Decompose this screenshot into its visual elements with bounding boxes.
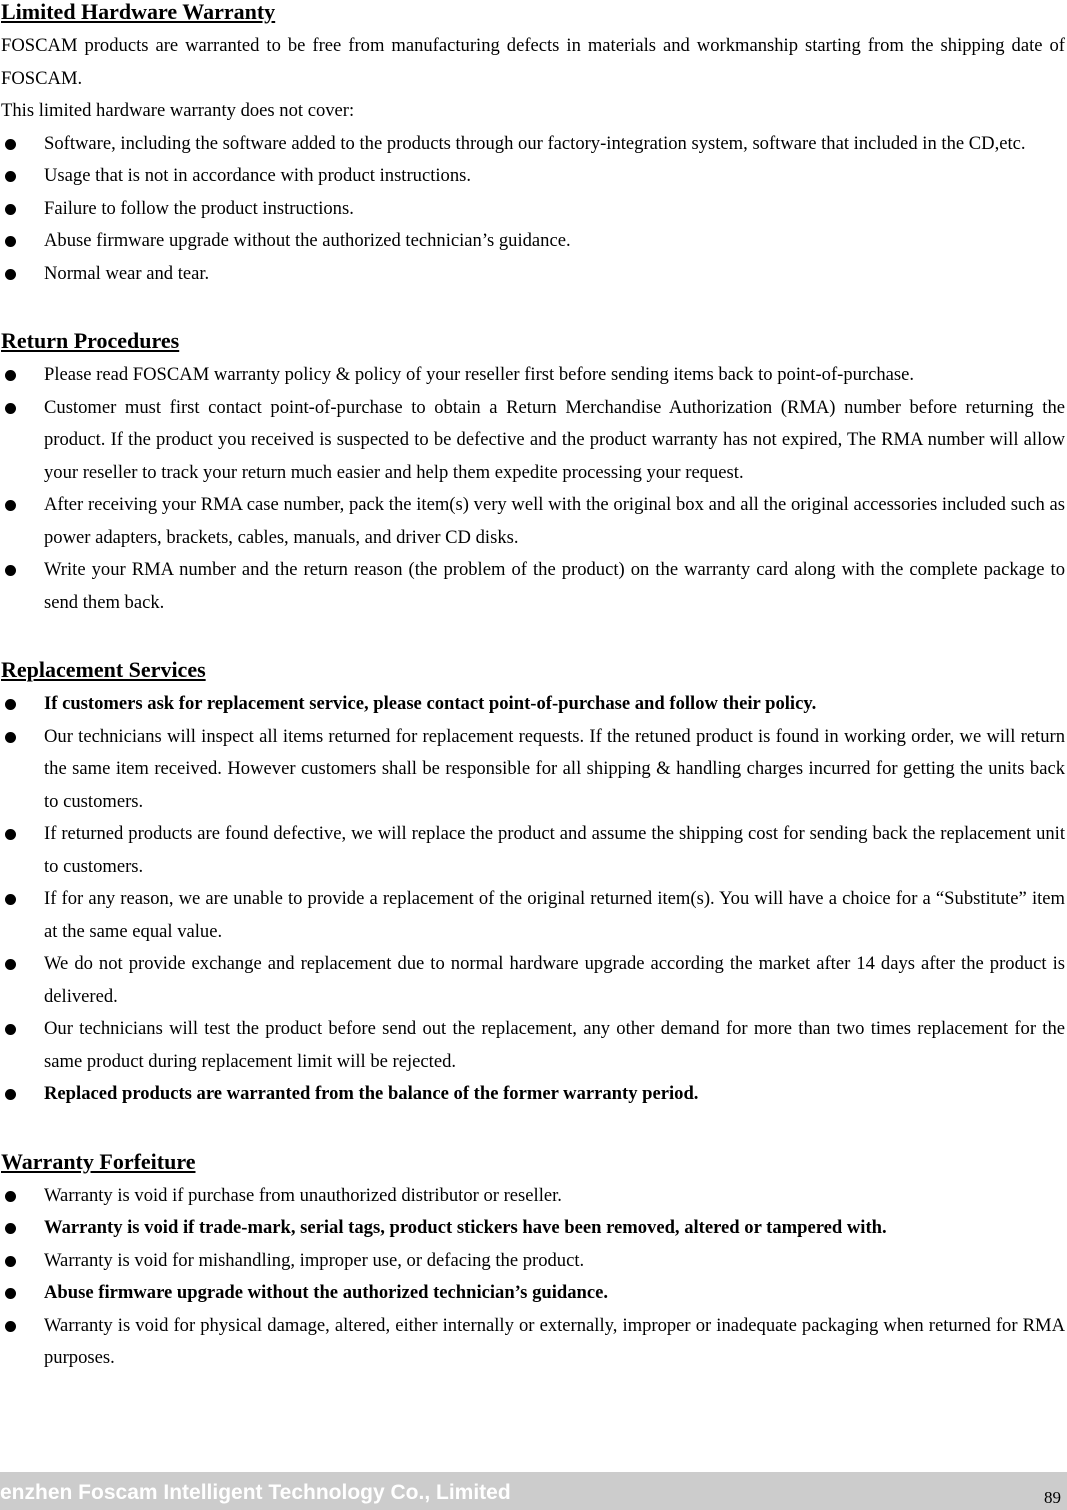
list-item: Usage that is not in accordance with product instructions. bbox=[0, 160, 1067, 193]
section-heading-replacement: Replacement Services bbox=[1, 657, 206, 682]
list-item: Abuse firmware upgrade without the authorized technician’s guidance. bbox=[0, 1277, 1067, 1310]
section-heading-warranty: Limited Hardware Warranty bbox=[1, 0, 276, 24]
warranty-intro: FOSCAM products are warranted to be free from manufacturing defects in materials and workmanship starting from the shipping date of FOSCAM. bbox=[1, 35, 1065, 89]
list-item: Please read FOSCAM warranty policy & policy of your reseller first before sending items back to point-of-purchase. bbox=[0, 359, 1067, 392]
bullet-icon bbox=[5, 236, 16, 247]
bullet-icon bbox=[5, 1191, 16, 1202]
list-item: Write your RMA number and the return reason (the problem of the product) on the warranty card along with the complete package to send them back. bbox=[0, 554, 1067, 619]
bullet-icon bbox=[5, 269, 16, 280]
list-item: If for any reason, we are unable to provide a replacement of the original returned item(s). You will have a choice for a “Substitute” item at the same equal value. bbox=[0, 883, 1067, 948]
bullet-icon bbox=[5, 500, 16, 511]
list-item: Warranty is void for physical damage, altered, either internally or externally, improper or inadequate packaging when returned for RMA purposes. bbox=[0, 1310, 1067, 1375]
list-item: Our technicians will test the product before send out the replacement, any other demand for more than two times replacement for the same product during replacement limit will be rejected. bbox=[0, 1013, 1067, 1078]
list-item: If returned products are found defective, we will replace the product and assume the shipping cost for sending back the replacement unit to customers. bbox=[0, 818, 1067, 883]
bullet-icon bbox=[5, 1321, 16, 1332]
bullet-icon bbox=[5, 829, 16, 840]
bullet-icon bbox=[5, 1223, 16, 1234]
forfeiture-list bbox=[0, 1180, 1067, 1375]
bullet-icon bbox=[5, 1256, 16, 1267]
list-item: Warranty is void for mishandling, improper use, or defacing the product. bbox=[0, 1245, 1067, 1278]
page-number: 89 bbox=[1044, 1488, 1061, 1507]
bullet-icon bbox=[5, 894, 16, 905]
list-item: Warranty is void if trade-mark, serial tags, product stickers have been removed, altered or tampered with. bbox=[0, 1212, 1067, 1245]
list-item: Our technicians will inspect all items returned for replacement requests. If the retuned product is found in working order, we will return the same item received. However customers shall be responsible for all shipping & handling charges incurred for getting the units back to customers. bbox=[0, 721, 1067, 819]
bullet-icon bbox=[5, 204, 16, 215]
list-item: After receiving your RMA case number, pack the item(s) very well with the original box and all the original accessories included such as power adapters, brackets, cables, manuals, and driver CD disks. bbox=[0, 489, 1067, 554]
list-item: We do not provide exchange and replacement due to normal hardware upgrade according the market after 14 days after the product is delivered. bbox=[0, 948, 1067, 1013]
section-heading-forfeiture: Warranty Forfeiture bbox=[1, 1148, 196, 1174]
list-item: Abuse firmware upgrade without the authorized technician’s guidance. bbox=[0, 225, 1067, 258]
list-item: Failure to follow the product instructions. bbox=[0, 193, 1067, 226]
warranty-list bbox=[0, 128, 1067, 291]
footer-company-name: enzhen Foscam Intelligent Technology Co., Limited bbox=[0, 1481, 511, 1504]
bullet-icon bbox=[5, 565, 16, 576]
bullet-icon bbox=[5, 1089, 16, 1100]
page-footer bbox=[0, 1472, 1067, 1510]
warranty-not-cover: This limited hardware warranty does not cover: bbox=[1, 100, 355, 121]
replacement-list bbox=[0, 688, 1067, 1111]
bullet-icon bbox=[5, 959, 16, 970]
list-item: If customers ask for replacement service, please contact point-of-purchase and follow their policy. bbox=[0, 688, 1067, 721]
list-item: Normal wear and tear. bbox=[0, 258, 1067, 291]
bullet-icon bbox=[5, 1288, 16, 1299]
list-item: Replaced products are warranted from the balance of the former warranty period. bbox=[0, 1078, 1067, 1111]
bullet-icon bbox=[5, 699, 16, 710]
section-heading-return: Return Procedures bbox=[1, 328, 180, 353]
bullet-icon bbox=[5, 370, 16, 381]
bullet-icon bbox=[5, 1024, 16, 1035]
return-list bbox=[0, 359, 1067, 619]
bullet-icon bbox=[5, 403, 16, 414]
bullet-icon bbox=[5, 139, 16, 150]
list-item: Warranty is void if purchase from unauthorized distributor or reseller. bbox=[0, 1180, 1067, 1213]
list-item: Software, including the software added to the products through our factory-integration system, software that included in the CD,etc. bbox=[0, 128, 1067, 161]
list-item: Customer must first contact point-of-purchase to obtain a Return Merchandise Authorization (RMA) number before returning the product. If the product you received is suspected to be defective and the product warranty has not expired, The RMA number will allow your reseller to track your return much easier and help them expedite processing your request. bbox=[0, 392, 1067, 490]
bullet-icon bbox=[5, 732, 16, 743]
bullet-icon bbox=[5, 171, 16, 182]
